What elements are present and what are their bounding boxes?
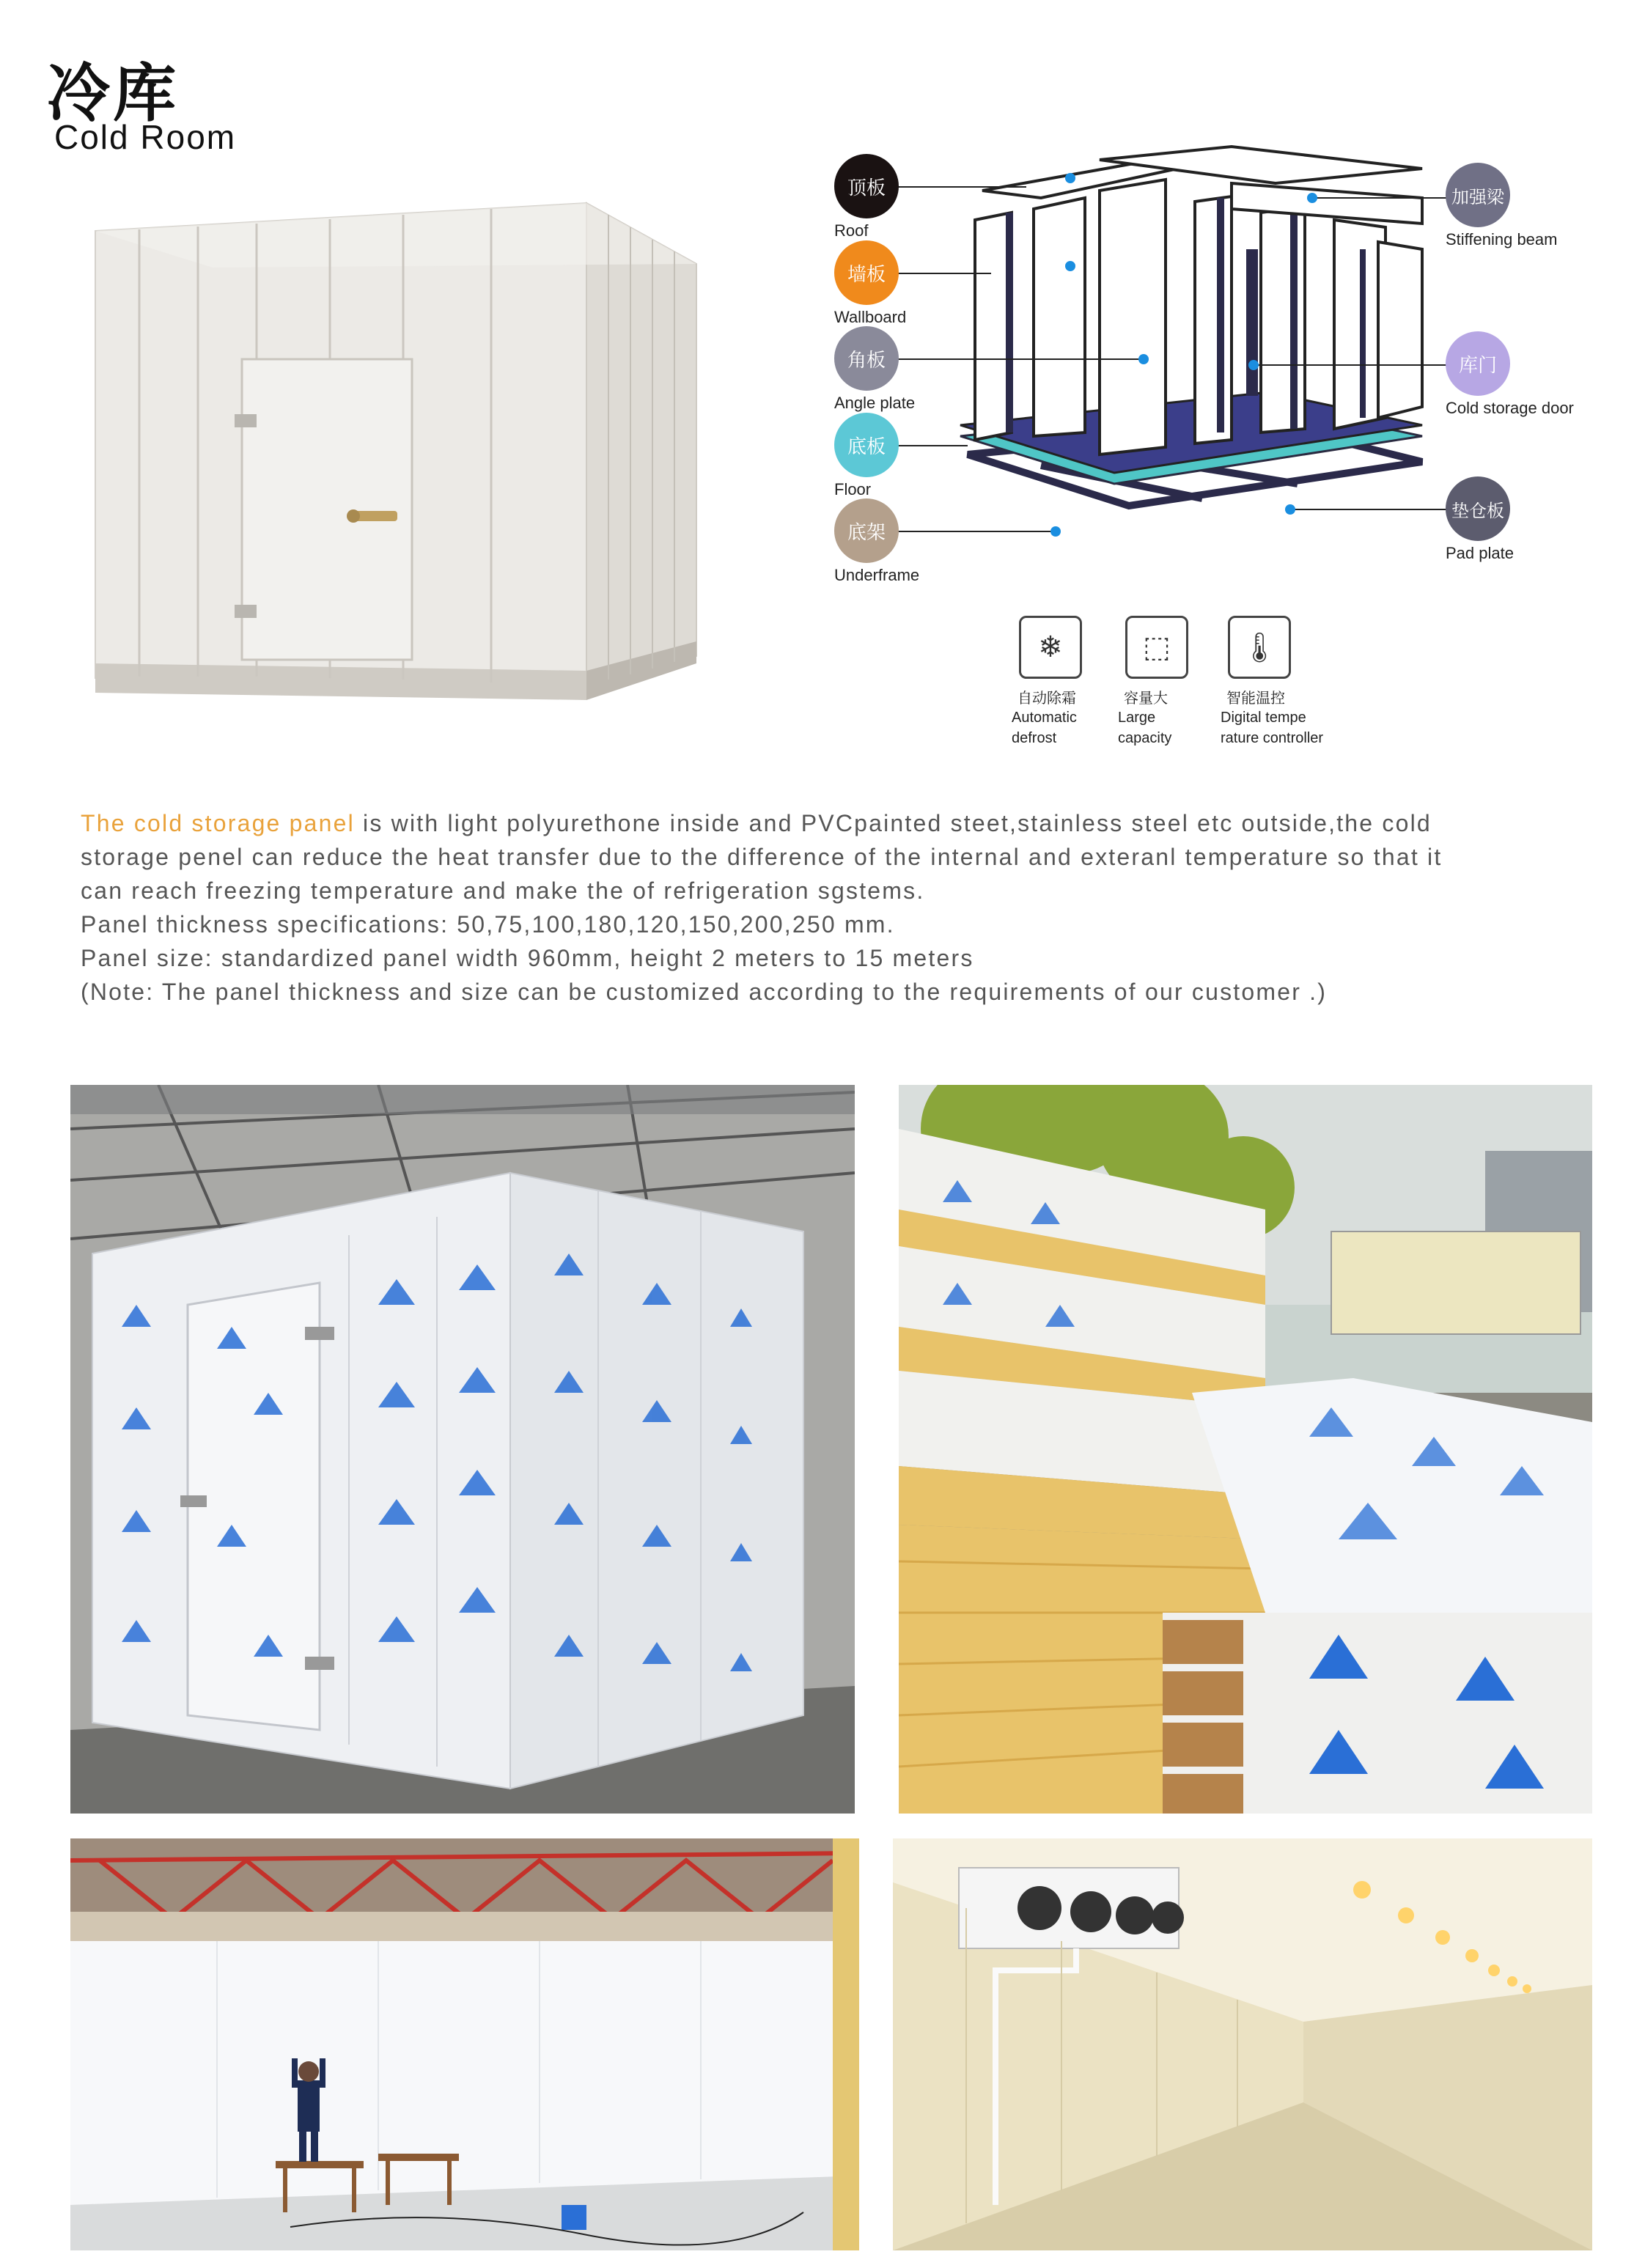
wallboard-badge: 墙板 <box>834 240 899 305</box>
stiffening-beam-badge: 加强梁 <box>1446 163 1510 227</box>
angle-plate-label: Angle plate <box>834 394 916 412</box>
photo-stacked-panels <box>899 1085 1592 1814</box>
description-line: can reach freezing temperature and make the of refrigeration sgstems. <box>81 877 925 904</box>
floor-label: Floor <box>834 480 872 498</box>
pad-plate-label: Pad plate <box>1446 544 1514 562</box>
product-description <box>81 806 1591 1009</box>
underframe-badge: 底架 <box>834 498 899 563</box>
feature-en-label: defrost <box>1012 730 1057 746</box>
cold-storage-door-label: Cold storage door <box>1446 399 1574 417</box>
page-title-chinese: 冷库 <box>47 57 179 130</box>
panel-thickness-spec: Panel thickness specifications: 50,75,100,180,120,150,200,250 mm. <box>81 911 895 938</box>
description-text: is with light polyurethone inside and PVCpainted steet,stainless steel etc outside,the cold <box>354 810 1432 836</box>
cold-room-product-image <box>81 187 726 737</box>
feature-en-label: Automatic <box>1012 710 1077 726</box>
feature-en-label: capacity <box>1118 730 1172 746</box>
description-line <box>81 806 1591 840</box>
callout-floor <box>834 413 899 499</box>
feature-cn-label: 智能温控 <box>1226 689 1285 707</box>
cold-storage-door-badge: 库门 <box>1446 331 1510 396</box>
angle-plate-badge: 角板 <box>834 326 899 391</box>
floor-badge: 底板 <box>834 413 899 477</box>
callout-underframe <box>834 498 919 585</box>
photo-interior-construction <box>70 1838 859 2250</box>
callout-wallboard <box>834 240 906 327</box>
feature-en-label: Digital tempe <box>1221 710 1306 726</box>
feature-list <box>1012 616 1451 755</box>
feature-cn-label: 容量大 <box>1124 689 1168 707</box>
box-icon: ⬚ <box>1125 616 1188 679</box>
photo-finished-interior <box>893 1838 1592 2250</box>
snowflake-icon: ❄ <box>1019 616 1082 679</box>
underframe-label: Underframe <box>834 566 920 584</box>
feature-en-label: rature controller <box>1221 730 1324 746</box>
roof-badge: 顶板 <box>834 154 899 218</box>
customization-note: (Note: The panel thickness and size can be customized according to the requirements of our customer .) <box>81 979 1328 1005</box>
feature-cn-label: 自动除霜 <box>1017 689 1076 707</box>
thermometer-icon: 🌡 <box>1228 616 1291 679</box>
wallboard-label: Wallboard <box>834 308 907 326</box>
feature-digital-temperature-controller <box>1221 616 1360 748</box>
callout-cold-storage-door <box>1446 331 1574 418</box>
stiffening-beam-label: Stiffening beam <box>1446 230 1558 248</box>
panel-size-spec: Panel size: standardized panel width 960mm, height 2 meters to 15 meters <box>81 945 974 971</box>
callout-pad-plate <box>1446 476 1514 563</box>
cold-room-structure-diagram <box>821 139 1627 616</box>
callout-angle-plate <box>834 326 915 413</box>
roof-label: Roof <box>834 221 869 240</box>
page-title-english: Cold Room <box>54 118 237 156</box>
pad-plate-badge: 垫仓板 <box>1446 476 1510 541</box>
callout-roof <box>834 154 899 240</box>
description-highlight: The cold storage panel <box>81 810 355 836</box>
photo-assembled-cold-room <box>70 1085 855 1814</box>
callout-stiffening-beam <box>1446 163 1557 249</box>
description-line: storage penel can reduce the heat transfer due to the difference of the internal and exteranl temperature so that it <box>81 844 1443 870</box>
feature-en-label: Large <box>1118 710 1156 726</box>
